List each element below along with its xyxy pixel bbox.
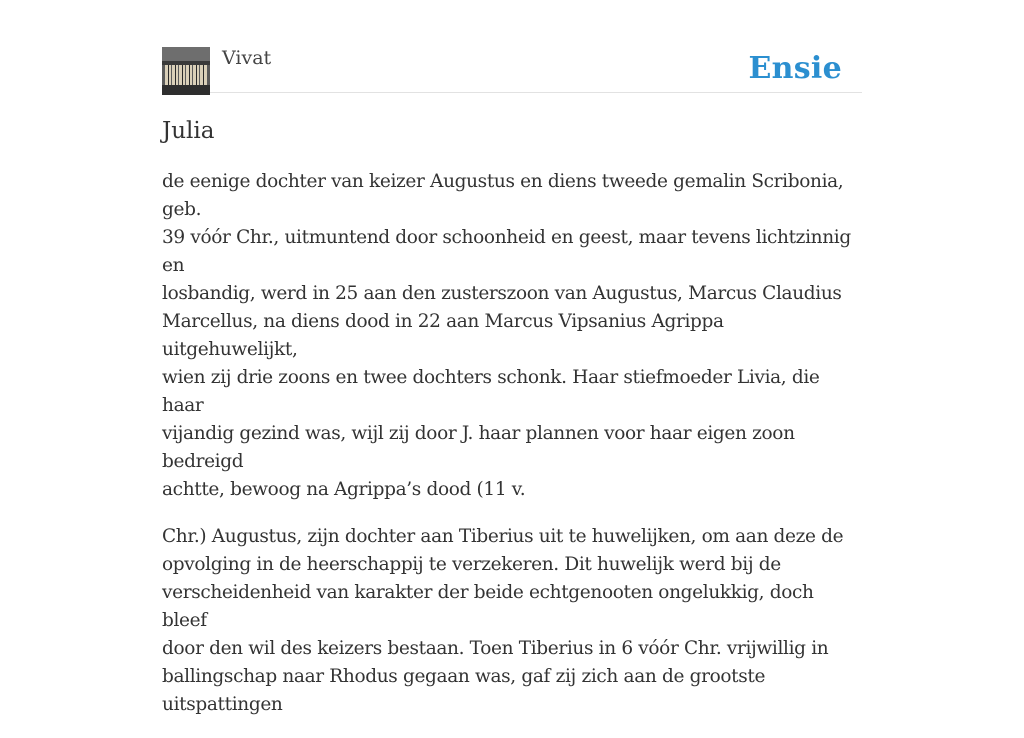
text-line: Marcellus, na diens dood in 22 aan Marcus Vipsanius Agrippa uitgehuwelijkt, (162, 311, 724, 360)
text-line: wien zij drie zoons en twee dochters schonk. Haar stiefmoeder Livia, die haar (162, 367, 820, 416)
text-line: verscheidenheid van karakter der beide echtgenooten ongelukkig, doch bleef (162, 582, 814, 631)
source-avatar[interactable] (162, 47, 210, 95)
article-paragraph (162, 168, 862, 504)
text-line: opvolging in de heerschappij te verzekeren. Dit huwelijk werd bij de (162, 554, 781, 575)
text-line: vijandig gezind was, wijl zij door J. haar plannen voor haar eigen zoon bedreigd (162, 423, 795, 472)
bookshelf-image (162, 47, 210, 95)
text-line: losbandig, werd in 25 aan den zusterszoon van Augustus, Marcus Claudius (162, 283, 842, 304)
text-line: achtte, bewoog na Agrippa’s dood (11 v. (162, 479, 526, 500)
article-body (162, 168, 862, 738)
text-line: door den wil des keizers bestaan. Toen Tiberius in 6 vóór Chr. vrijwillig in (162, 638, 829, 659)
article-paragraph (162, 523, 862, 719)
source-name[interactable]: Vivat (222, 47, 272, 69)
site-header (162, 46, 862, 93)
text-line: ballingschap naar Rhodus gegaan was, gaf zij zich aan de grootste uitspattingen (162, 666, 766, 715)
text-line: Chr.) Augustus, zijn dochter aan Tiberius uit te huwelijken, om aan deze de (162, 526, 844, 547)
brand-logo[interactable]: Ensie (748, 51, 842, 86)
text-line: 39 vóór Chr., uitmuntend door schoonheid en geest, maar tevens lichtzinnig en (162, 227, 851, 276)
text-line: de eenige dochter van keizer Augustus en diens tweede gemalin Scribonia, geb. (162, 171, 844, 220)
article-title: Julia (162, 118, 215, 144)
